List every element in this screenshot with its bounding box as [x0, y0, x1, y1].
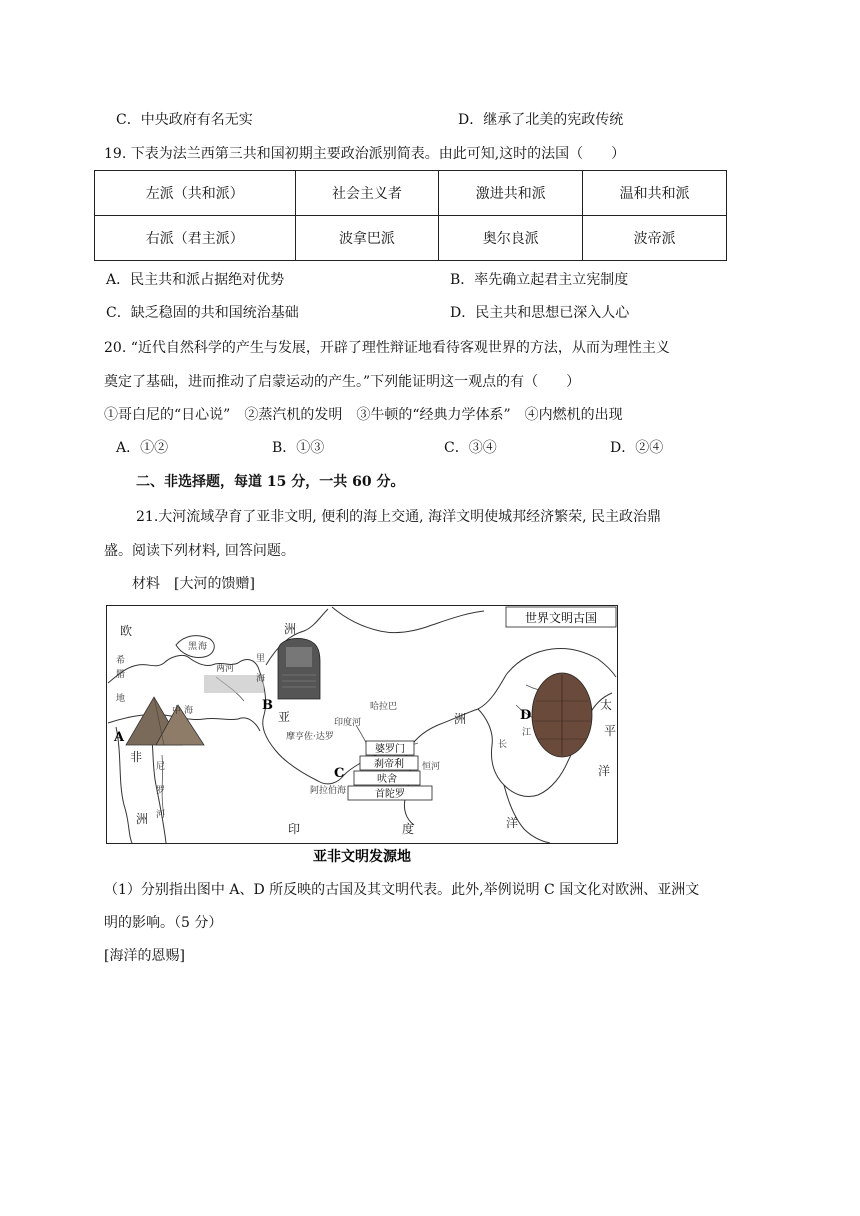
q20-option-c: C．③④	[444, 440, 497, 456]
q21-sub1-line2: 明的影响。（5 分）	[104, 915, 223, 931]
section-heading: 二、非选择题，每道 15 分，一共 60 分。	[136, 474, 405, 490]
q19-option-d: D．民主共和思想已深入人心	[450, 305, 630, 321]
place-label: 罗	[156, 786, 166, 796]
q18-option-c: C．中央政府有名无实	[116, 112, 253, 128]
table-cell: 左派（共和派）	[95, 171, 296, 216]
table-cell: 温和共和派	[583, 171, 727, 216]
table-row	[95, 216, 727, 261]
q20-items: ①哥白尼的“日心说” ②蒸汽机的发明 ③牛顿的“经典力学体系” ④内燃机的出现	[104, 407, 623, 423]
region-label: 太	[600, 698, 613, 712]
table-row	[95, 171, 727, 216]
region-label: 欧	[120, 624, 133, 638]
place-label: 长	[498, 740, 508, 750]
place-label: 尼	[156, 762, 166, 772]
marker-c: C	[334, 766, 345, 781]
caste-label: 婆罗门	[375, 744, 405, 755]
place-label: 两河	[216, 664, 235, 674]
region-label: 非	[130, 750, 143, 764]
table-cell: 波拿巴派	[295, 216, 439, 261]
region-label: 印	[288, 822, 301, 836]
q19-option-a: A．民主共和派占据绝对优势	[106, 272, 285, 288]
place-label: 地	[116, 694, 126, 704]
region-label: 亚	[278, 710, 291, 724]
marker-a: A	[114, 730, 125, 745]
mesopotamia-shading	[204, 675, 264, 693]
q19-stem: 19. 下表为法兰西第三共和国初期主要政治派别简表。由此可知,这时的法国（ ）	[104, 146, 626, 162]
place-label: 摩亨佐·达罗	[286, 732, 334, 742]
marker-d: D	[520, 708, 532, 723]
map-title: 世界文明古国	[524, 611, 598, 625]
place-label: 恒河	[422, 762, 441, 772]
place-label: 海	[198, 642, 208, 652]
region-label: 洲	[136, 812, 149, 826]
region-label: 平	[604, 724, 617, 738]
table-cell: 奥尔良派	[439, 216, 583, 261]
q18-option-d: D．继承了北美的宪政传统	[458, 112, 624, 128]
table-cell: 社会主义者	[295, 171, 439, 216]
next-material-label: [海洋的恩赐]	[104, 948, 185, 964]
region-label: 洋	[506, 816, 519, 830]
place-label: 阿拉伯海	[310, 786, 347, 796]
q21-material-label: 材料 [大河的馈赠]	[132, 576, 255, 592]
region-label: 度	[402, 822, 415, 836]
q21-sub1-line1: （1）分别指出图中 A、D 所反映的古国及其文明代表。此外,举例说明 C 国文化对欧洲、亚洲文	[104, 882, 700, 898]
place-label: 里	[256, 654, 266, 664]
place-label: 中	[172, 706, 182, 716]
q20-option-d: D．②④	[610, 440, 664, 456]
place-label: 哈拉巴	[370, 702, 398, 712]
place-label: 海	[184, 706, 194, 716]
party-table	[94, 170, 727, 261]
civilizations-map	[106, 605, 618, 867]
caste-label: 吠舍	[377, 774, 397, 785]
q20-stem-line1: 20. “近代自然科学的产生与发展，开辟了理性辩证地看待客观世界的方法，从而为理性主义	[104, 340, 670, 356]
place-label: 印度河	[334, 718, 362, 728]
place-label: 海	[256, 674, 266, 684]
oracle-bone-image	[532, 673, 592, 757]
table-cell: 波帝派	[583, 216, 727, 261]
table-cell: 激进共和派	[439, 171, 583, 216]
table-cell: 右派（君主派）	[95, 216, 296, 261]
place-label: 腊	[116, 670, 126, 680]
map-caption: 亚非文明发源地	[313, 849, 411, 865]
region-label: 洲	[454, 712, 467, 726]
caste-label: 刹帝利	[374, 759, 404, 770]
place-label: 江	[522, 728, 532, 738]
q20-option-a: A．①②	[116, 440, 169, 456]
region-label: 洲	[284, 622, 297, 636]
q21-intro-line1: 21.大河流域孕育了亚非文明, 便利的海上交通, 海洋文明使城邦经济繁荣, 民主政治鼎	[136, 509, 661, 525]
q19-option-c: C．缺乏稳固的共和国统治基础	[106, 305, 299, 321]
place-label: 黑	[188, 642, 198, 652]
q21-intro-line2: 盛。阅读下列材料, 回答问题。	[104, 543, 295, 559]
q20-stem-line2: 奠定了基础，进而推动了启蒙运动的产生。”下列能证明这一观点的有（ ）	[104, 374, 581, 390]
region-label: 洋	[598, 764, 611, 778]
marker-b: B	[262, 698, 273, 713]
place-label: 河	[156, 810, 166, 820]
q19-option-b: B．率先确立起君主立宪制度	[450, 272, 629, 288]
caste-label: 首陀罗	[375, 789, 405, 800]
stele-image	[278, 639, 320, 700]
place-label: 希	[116, 656, 126, 666]
q20-option-b: B．①③	[272, 440, 325, 456]
